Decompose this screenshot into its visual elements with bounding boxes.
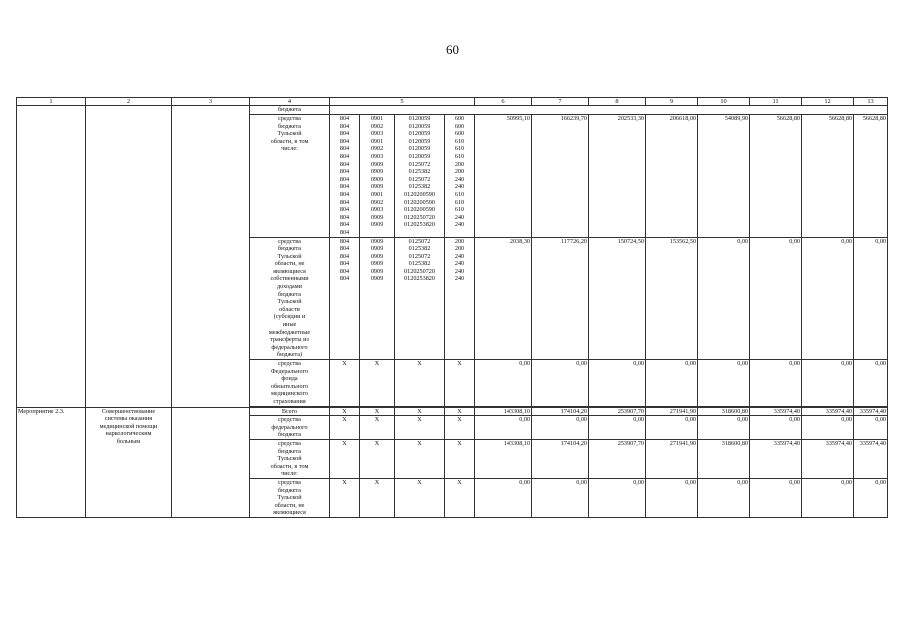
code-x: X <box>330 416 360 440</box>
funding-source: бюджета <box>250 106 330 115</box>
value-cell: 0,00 <box>646 360 698 407</box>
table-row <box>17 407 888 416</box>
table-row <box>17 106 888 115</box>
value-cell: 0,00 <box>475 416 532 440</box>
value-cell: 0,00 <box>532 416 589 440</box>
value-cell: 117726,20 <box>532 237 589 360</box>
code-section: 0909 0909 0909 0909 0909 0909 <box>360 237 395 360</box>
value-cell: 335974,40 <box>802 439 854 478</box>
header-row <box>17 98 888 106</box>
funding-source: средства федерального бюджета <box>250 416 330 440</box>
header-cell: 5 <box>330 98 475 106</box>
header-cell: 6 <box>475 98 532 106</box>
value-cell: 271941,90 <box>646 407 698 416</box>
code-x: X <box>360 407 395 416</box>
value-cell: 0,00 <box>475 478 532 517</box>
value-cell: 0,00 <box>802 360 854 407</box>
value-cell: 271941,90 <box>646 439 698 478</box>
header-cell: 2 <box>86 98 172 106</box>
value-cell: 202533,30 <box>589 115 646 238</box>
value-cell: 0,00 <box>854 478 888 517</box>
value-cell: 206618,00 <box>646 115 698 238</box>
value-cell: 335974,40 <box>802 407 854 416</box>
value-cell: 0,00 <box>854 360 888 407</box>
code-x: X <box>445 439 475 478</box>
code-x: X <box>445 360 475 407</box>
value-cell: 150724,50 <box>589 237 646 360</box>
header-cell: 7 <box>532 98 589 106</box>
value-cell: 0,00 <box>698 237 750 360</box>
header-cell: 13 <box>854 98 888 106</box>
header-cell: 10 <box>698 98 750 106</box>
value-cell: 0,00 <box>750 478 802 517</box>
value-cell: 318600,80 <box>698 439 750 478</box>
code-x: X <box>445 407 475 416</box>
code-target: 0125072 0125382 0125072 0125382 0120250720 0120253820 <box>395 237 445 360</box>
executor-cell <box>172 407 250 517</box>
measure-name-cell <box>86 106 172 408</box>
funding-source: средства Федерального фонда обязательного медицинского страхования <box>250 360 330 407</box>
funding-source: средства бюджета Тульской области, не являющиеся <box>250 478 330 517</box>
value-cell: 56628,80 <box>802 115 854 238</box>
value-cell: 335974,40 <box>854 439 888 478</box>
code-section: 0901 0902 0903 0901 0902 0903 0909 0909 0909 0909 0901 0902 0903 0909 0909 <box>360 115 395 238</box>
funding-source: средства бюджета Тульской области, не являющиеся собственными доходами бюджета Тульской области (субсидии и иные межбюджетные трансферты из федерального бюджета) <box>250 237 330 360</box>
value-cell: 0,00 <box>646 478 698 517</box>
value-cell: 0,00 <box>698 360 750 407</box>
header-cell: 4 <box>250 98 330 106</box>
value-cell: 2038,30 <box>475 237 532 360</box>
code-x: X <box>395 360 445 407</box>
value-cell: 0,00 <box>802 478 854 517</box>
measure-name: Совершенствование системы оказания медицинской помощи наркологическим больным <box>86 407 172 517</box>
code-target: 0120059 0120059 0120059 0120059 0120059 0120059 0125072 0125382 0125072 0125382 0120200590 0120200590 0120200590 0120250720 0120253820 <box>395 115 445 238</box>
value-cell: 56628,80 <box>854 115 888 238</box>
code-x: X <box>395 407 445 416</box>
value-cell: 0,00 <box>802 237 854 360</box>
value-cell: 0,00 <box>532 360 589 407</box>
value-cell: 174104,20 <box>532 439 589 478</box>
code-x: X <box>360 360 395 407</box>
code-x: X <box>330 478 360 517</box>
code-ministry: 804 804 804 804 804 804 <box>330 237 360 360</box>
code-x: X <box>360 478 395 517</box>
value-cell: 143308,10 <box>475 407 532 416</box>
value-cell: 166239,70 <box>532 115 589 238</box>
value-cell: 0,00 <box>854 416 888 440</box>
value-cell: 0,00 <box>589 360 646 407</box>
code-x: X <box>395 439 445 478</box>
code-x: X <box>445 416 475 440</box>
measure-number-cell <box>17 106 86 408</box>
measure-number: Мероприятие 2.3. <box>17 407 86 517</box>
value-cell: 0,00 <box>698 478 750 517</box>
value-cell: 318600,80 <box>698 407 750 416</box>
value-cell: 54089,90 <box>698 115 750 238</box>
value-cell: 56628,80 <box>750 115 802 238</box>
header-cell: 3 <box>172 98 250 106</box>
value-cell: 0,00 <box>750 416 802 440</box>
funding-source: Всего <box>250 407 330 416</box>
value-cell: 0,00 <box>589 478 646 517</box>
code-x: X <box>360 439 395 478</box>
value-cell: 0,00 <box>589 416 646 440</box>
code-type: 600 600 600 610 610 610 200 200 240 240 610 610 610 240 240 <box>445 115 475 238</box>
page-number: 60 <box>446 42 459 57</box>
value-cell: 0,00 <box>475 360 532 407</box>
value-cell: 174104,20 <box>532 407 589 416</box>
header-cell: 11 <box>750 98 802 106</box>
value-cell: 0,00 <box>854 237 888 360</box>
header-cell: 1 <box>17 98 86 106</box>
header-cell: 8 <box>589 98 646 106</box>
code-type: 200 200 240 240 240 240 <box>445 237 475 360</box>
executor-cell <box>172 106 250 408</box>
value-cell: 335974,40 <box>750 407 802 416</box>
header-cell: 9 <box>646 98 698 106</box>
value-cell: 253907,70 <box>589 439 646 478</box>
value-cell: 0,00 <box>698 416 750 440</box>
value-cell: 253907,70 <box>589 407 646 416</box>
budget-table <box>16 97 888 518</box>
code-x: X <box>445 478 475 517</box>
value-cell: 153562,50 <box>646 237 698 360</box>
code-x: X <box>330 407 360 416</box>
funding-source: средства бюджета Тульской области, в том числе: <box>250 439 330 478</box>
code-x: X <box>395 416 445 440</box>
value-cell: 0,00 <box>750 360 802 407</box>
value-cell: 0,00 <box>532 478 589 517</box>
value-cell: 143308,10 <box>475 439 532 478</box>
funding-source: средства бюджета Тульской области, в том числе: <box>250 115 330 238</box>
value-cell: 0,00 <box>646 416 698 440</box>
header-cell: 12 <box>802 98 854 106</box>
code-x: X <box>330 439 360 478</box>
value-cell: 335974,40 <box>854 407 888 416</box>
code-x: X <box>360 416 395 440</box>
value-cell: 0,00 <box>750 237 802 360</box>
code-x: X <box>395 478 445 517</box>
value-cell: 335974,40 <box>750 439 802 478</box>
code-ministry: 804 804 804 804 804 804 804 804 804 804 804 804 804 804 804 804 <box>330 115 360 238</box>
value-cell: 0,00 <box>802 416 854 440</box>
code-x: X <box>330 360 360 407</box>
value-cell: 50995,10 <box>475 115 532 238</box>
